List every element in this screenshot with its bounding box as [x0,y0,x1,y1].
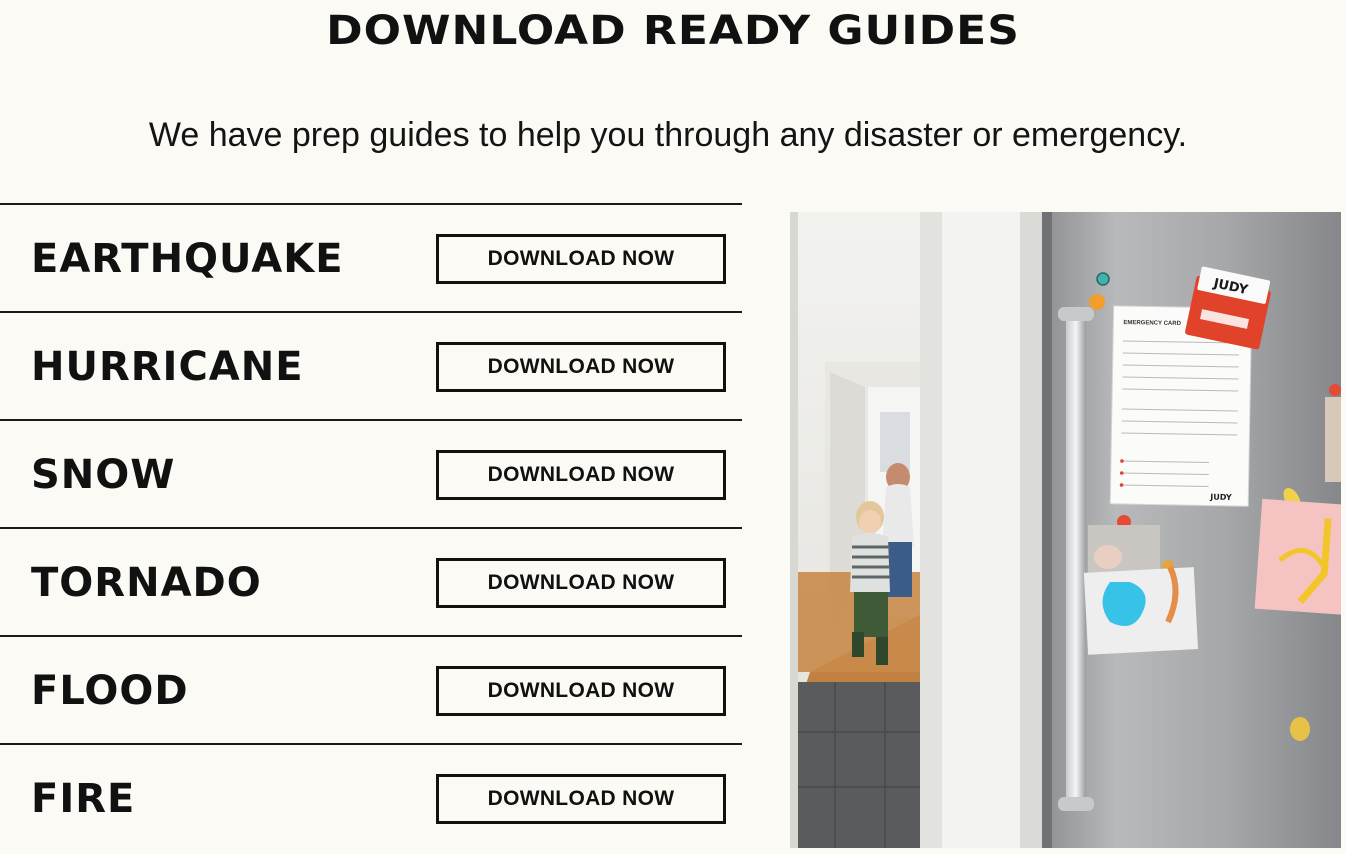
guide-title: SNOW [31,452,176,498]
photo-illustration [790,212,1341,848]
download-flood-button[interactable]: DOWNLOAD NOW [436,666,726,716]
card-heading: EMERGENCY CARD [1123,320,1181,328]
guide-title: TORNADO [31,560,262,606]
page-subtitle: We have prep guides to help you through any disaster or emergency. [148,116,1188,154]
guide-row-snow [0,419,742,527]
download-hurricane-button[interactable]: DOWNLOAD NOW [436,342,726,392]
guide-row-fire [0,743,742,851]
guide-row-earthquake [0,203,742,311]
guide-list [0,203,742,851]
guide-row-hurricane [0,311,742,419]
card-brand: JUDY [1210,492,1232,502]
guide-title: FIRE [31,776,136,822]
guide-row-tornado [0,527,742,635]
download-tornado-button[interactable]: DOWNLOAD NOW [436,558,726,608]
download-fire-button[interactable]: DOWNLOAD NOW [436,774,726,824]
guide-row-flood [0,635,742,743]
download-earthquake-button[interactable]: DOWNLOAD NOW [436,234,726,284]
magnet-brand: JUDY [1212,276,1250,299]
download-snow-button[interactable]: DOWNLOAD NOW [436,450,726,500]
guide-title: HURRICANE [31,344,304,390]
guide-title: FLOOD [31,668,189,714]
page-title: DOWNLOAD READY GUIDES [326,7,1020,54]
guide-title: EARTHQUAKE [31,236,344,282]
family-fridge-photo [790,212,1341,848]
